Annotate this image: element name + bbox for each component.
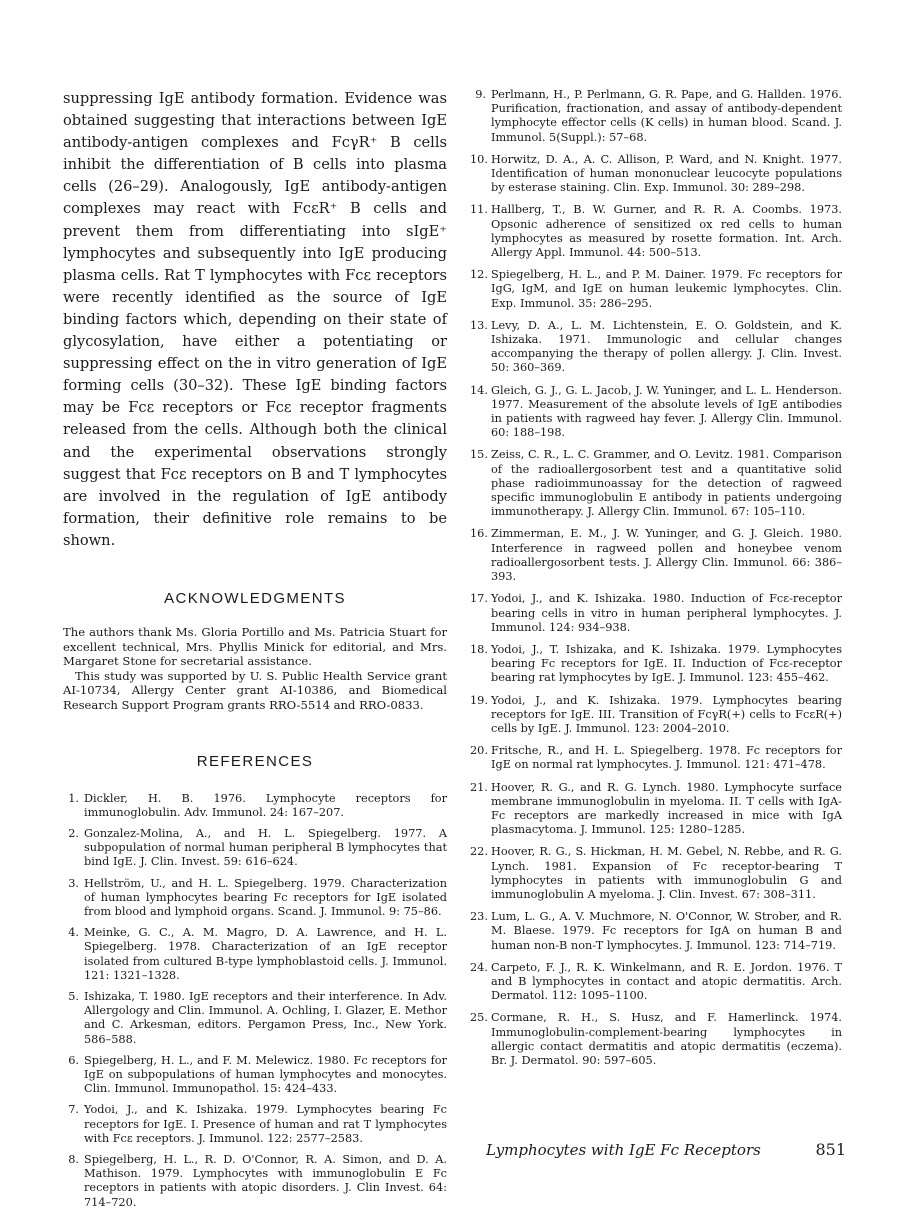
reference-item	[470, 592, 842, 635]
reference-number: 3.	[68, 876, 79, 890]
reference-text: Yodoi, J., and K. Ishizaka. 1979. Lymphocytes bearing receptors for IgE. III. Transition of FcγR(+) cells to FcεR(+) cells by IgE. J. Immunol. 123: 2004–2010.	[491, 693, 842, 735]
reference-text: Hallberg, T., B. W. Gurner, and R. R. A. Coombs. 1973. Opsonic adherence of sensitized ox red cells to human lymphocytes as measured by rosette formation. Int. Arch. Allergy Appl. Immunol. 44: 500–513.	[491, 203, 842, 260]
reference-number: 8.	[68, 1153, 79, 1166]
reference-number: 24.	[470, 960, 488, 974]
reference-text: Cormane, R. H., S. Husz, and F. Hamerlinck. 1974. Immunoglobulin-complement-bearing lymphocytes in allergic contact dermatitis and atopic dermatitis (eczema). Br. J. Dermatol. 90: 597–605.	[491, 1011, 842, 1067]
reference-number: 15.	[470, 448, 488, 462]
reference-item	[63, 792, 447, 820]
running-title: Lymphocytes with IgE Fc Receptors	[486, 1141, 761, 1159]
reference-item	[470, 910, 842, 953]
page-number: 851	[815, 1140, 846, 1159]
reference-item	[470, 448, 842, 519]
reference-number: 16.	[470, 527, 488, 541]
reference-item	[470, 319, 842, 376]
reference-number: 5.	[68, 989, 79, 1003]
reference-text: Perlmann, H., P. Perlmann, G. R. Pape, and G. Hallden. 1976. Purification, fractionation, and assay of antibody-dependent lymphocyte effector cells (K cells) in human blood. Scand. J. Immunol. 5(Suppl.): 57–68.	[491, 88, 842, 144]
reference-item	[470, 781, 842, 838]
reference-text: Yodoi, J., and K. Ishizaka. 1979. Lymphocytes bearing Fc receptors for IgE. I. Presence of human and rat T lymphocytes with Fcε receptors. J. Immunol. 122: 2577–2583.	[84, 1103, 447, 1145]
reference-item	[470, 643, 842, 686]
reference-number: 18.	[470, 642, 488, 656]
reference-text: Yodoi, J., T. Ishizaka, and K. Ishizaka. 1979. Lymphocytes bearing Fc receptors for IgE. II. Induction of Fcε-receptor bearing rat lymphocytes by IgE. J. Immunol. 123: 455–462.	[491, 642, 842, 685]
reference-text: Meinke, G. C., A. M. Magro, D. A. Lawrence, and H. L. Spiegelberg. 1978. Characterization of an IgE receptor isolated from cultured B-type lymphoblastoid cells. J. Immunol. 121: 1321–1328.	[84, 926, 447, 982]
left-column	[63, 88, 447, 1217]
reference-number: 7.	[68, 1103, 79, 1117]
reference-text: Spiegelberg, H. L., and P. M. Dainer. 1979. Fc receptors for IgG, IgM, and IgE on human leukemic lymphocytes. Clin. Exp. Immunol. 35: 286–295.	[491, 268, 842, 310]
reference-number: 11.	[470, 203, 488, 217]
reference-number: 1.	[68, 791, 79, 805]
reference-item	[63, 990, 447, 1047]
reference-list-right	[470, 88, 842, 1068]
reference-number: 21.	[470, 780, 488, 794]
reference-item	[470, 153, 842, 196]
reference-number: 22.	[470, 845, 488, 859]
reference-text: Zeiss, C. R., L. C. Grammer, and O. Levitz. 1981. Comparison of the radioallergosorbent test and a quantitative solid phase radioimmunoassay for the detection of ragweed specific immunoglobulin E antibody in patients undergoing immunotherapy. J. Allergy Clin. Immunol. 67: 105–110.	[491, 448, 842, 519]
funding-paragraph: This study was supported by U. S. Public Health Service grant AI-10734, Allergy Center grant AI-10386, and Biomedical Research Support Program grants RRO-5514 and RRO-0833.	[63, 668, 447, 712]
reference-text: Dickler, H. B. 1976. Lymphocyte receptors for immunoglobulin. Adv. Immunol. 24: 167–207.	[84, 791, 447, 819]
right-column	[470, 88, 842, 1076]
reference-item	[63, 926, 447, 983]
reference-number: 4.	[68, 926, 79, 940]
reference-item	[470, 845, 842, 902]
reference-number: 13.	[470, 318, 488, 332]
reference-number: 6.	[68, 1053, 79, 1067]
reference-item	[470, 203, 842, 260]
references-heading: REFERENCES	[196, 752, 314, 770]
reference-item	[470, 384, 842, 441]
reference-item	[470, 268, 842, 311]
acknowledgments-heading: ACKNOWLEDGMENTS	[164, 589, 346, 607]
reference-item	[63, 1153, 447, 1210]
reference-text: Gonzalez-Molina, A., and H. L. Spiegelberg. 1977. A subpopulation of normal human peripheral B lymphocytes that bind IgE. J. Clin. Invest. 59: 616–624.	[84, 826, 447, 869]
reference-text: Carpeto, F. J., R. K. Winkelmann, and R. E. Jordon. 1976. T and B lymphocytes in contact and atopic dermatitis. Arch. Dermatol. 112: 1095–1100.	[491, 960, 842, 1003]
reference-number: 19.	[470, 693, 488, 707]
reference-text: Spiegelberg, H. L., and F. M. Melewicz. 1980. Fc receptors for IgE on subpopulations of human lymphocytes and monocytes. Clin. Immunol. Immunopathol. 15: 424–433.	[84, 1053, 447, 1096]
reference-number: 9.	[475, 88, 486, 101]
reference-item	[470, 744, 842, 772]
reference-number: 10.	[470, 152, 488, 166]
reference-number: 17.	[470, 592, 488, 606]
reference-item	[470, 961, 842, 1004]
reference-number: 25.	[470, 1011, 488, 1025]
page-footer	[486, 1140, 846, 1159]
reference-text: Hoover, R. G., and R. G. Lynch. 1980. Lymphocyte surface membrane immunoglobulin in myeloma. II. T cells with IgA-Fc receptors are markedly increased in mice with IgA plasmacytoma. J. Immunol. 125: 1280–1285.	[491, 780, 842, 837]
reference-item	[470, 694, 842, 737]
reference-text: Hellström, U., and H. L. Spiegelberg. 1979. Characterization of human lymphocytes bearing Fc receptors for IgE isolated from blood and lymphoid organs. Scand. J. Immunol. 9: 75–86.	[84, 876, 447, 918]
reference-list-left	[63, 792, 447, 1210]
reference-item	[470, 527, 842, 584]
reference-number: 20.	[470, 744, 488, 758]
reference-number: 14.	[470, 383, 488, 397]
reference-item	[63, 1103, 447, 1146]
acknowledgments-paragraph: The authors thank Ms. Gloria Portillo and Ms. Patricia Stuart for excellent technical, Mrs. Phyllis Minick for editorial, and Mrs. Margaret Stone for secretarial assistance.	[63, 624, 447, 669]
body-paragraph: suppressing IgE antibody formation. Evidence was obtained suggesting that interactions between IgE antibody-antigen complexes and FcγR⁺ B cells inhibit the differentiation of B cells into plasma cells (26–29). Analogously, IgE antibody-antigen complexes may react with FcεR⁺ B cells and prevent them from differentiating into sIgE⁺ lymphocytes and subsequently into IgE producing plasma cells. Rat T lymphocytes with Fcε receptors were recently identified as the source of IgE binding factors which, depending on their state of glycosylation, have either a potentiating or suppressing effect on the in vitro generation of IgE forming cells (30–32). These IgE binding factors may be Fcε receptors or Fcε receptor fragments released from the cells. Although both the clinical and the experimental observations strongly suggest that Fcε receptors on B and T lymphocytes are involved in the regulation of IgE antibody formation, their definitive role remains to be shown.	[63, 90, 447, 549]
reference-text: Spiegelberg, H. L., R. D. O'Connor, R. A. Simon, and D. A. Mathison. 1979. Lymphocytes with immunoglobulin E Fc receptors in patients with atopic disorders. J. Clin Invest. 64: 714–720.	[84, 1153, 447, 1209]
reference-number: 12.	[470, 268, 488, 282]
reference-item	[63, 877, 447, 920]
reference-number: 2.	[68, 826, 79, 840]
reference-number: 23.	[470, 910, 488, 924]
reference-item	[470, 88, 842, 145]
reference-item	[63, 827, 447, 870]
reference-text: Ishizaka, T. 1980. IgE receptors and their interference. In Adv. Allergology and Clin. Immunol. A. Ochling, I. Glazer, E. Methor and C. Arkesman, editors. Pergamon Press, Inc., New York. 586–588.	[84, 989, 447, 1046]
reference-text: Yodoi, J., and K. Ishizaka. 1980. Induction of Fcε-receptor bearing cells in vitro in human peripheral lymphocytes. J. Immunol. 124: 934–938.	[491, 592, 842, 634]
reference-text: Lum, L. G., A. V. Muchmore, N. O'Connor, W. Strober, and R. M. Blaese. 1979. Fc receptors for IgA on human B and human non-B non-T lymphocytes. J. Immunol. 123: 714–719.	[491, 910, 842, 952]
reference-text: Levy, D. A., L. M. Lichtenstein, E. O. Goldstein, and K. Ishizaka. 1971. Immunologic and cellular changes accompanying the therapy of pollen allergy. J. Clin. Invest. 50: 360–369.	[491, 318, 842, 375]
reference-text: Fritsche, R., and H. L. Spiegelberg. 1978. Fc receptors for IgE on normal rat lymphocytes. J. Immunol. 121: 471–478.	[491, 744, 842, 772]
reference-item	[63, 1054, 447, 1097]
reference-text: Horwitz, D. A., A. C. Allison, P. Ward, and N. Knight. 1977. Identification of human mononuclear leucocyte populations by esterase staining. Clin. Exp. Immunol. 30: 289–298.	[491, 152, 842, 195]
reference-text: Zimmerman, E. M., J. W. Yuninger, and G. J. Gleich. 1980. Interference in ragweed pollen and honeybee venom radioallergosorbent tests. J. Allergy Clin. Immunol. 66: 386–393.	[491, 527, 842, 584]
reference-text: Gleich, G. J., G. L. Jacob, J. W. Yuninger, and L. L. Henderson. 1977. Measurement of the absolute levels of IgE antibodies in patients with ragweed hay fever. J. Allergy Clin. Immunol. 60: 188–198.	[491, 383, 842, 440]
reference-text: Hoover, R. G., S. Hickman, H. M. Gebel, N. Rebbe, and R. G. Lynch. 1981. Expansion of Fc receptor-bearing T lymphocytes in patients with immunoglobulin G and immunoglobulin A myeloma. J. Clin. Invest. 67: 308–311.	[491, 845, 842, 901]
reference-item	[470, 1011, 842, 1068]
